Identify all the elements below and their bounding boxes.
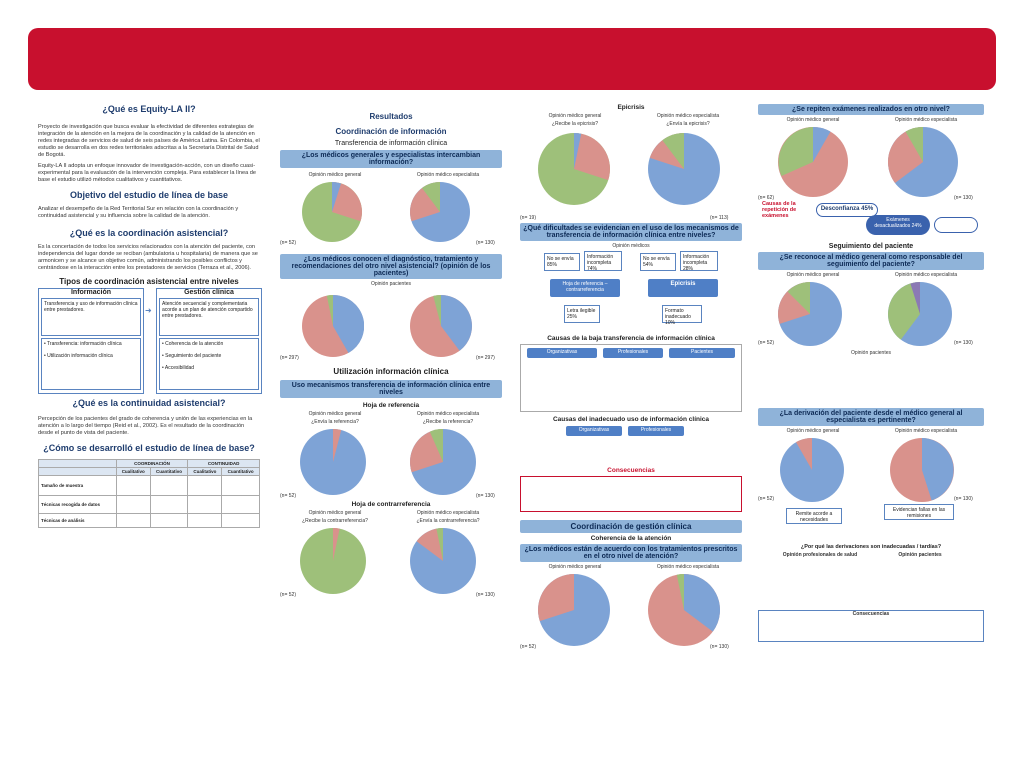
n-label: (n= 62): [758, 195, 774, 201]
table-header: COORDINACIÓN: [116, 460, 188, 468]
question-bar: ¿Qué dificultades se evidencian en el uso de los mecanismos de transferencia de información clínica entre niveles?: [520, 223, 742, 241]
n-label: (n= 52): [520, 644, 536, 650]
n-label: (n= 52): [758, 496, 774, 502]
subsection: Seguimiento del paciente: [828, 243, 914, 250]
pie-caption: Opinión médico general: [308, 510, 362, 516]
section-title: ¿Qué es la continuidad asistencial?: [72, 398, 226, 408]
pie-caption: Opinión médico general: [308, 172, 362, 178]
diagram-node: No se envía 54%: [640, 253, 676, 271]
info-bullet: • Transferencia: información clínica: [44, 341, 122, 347]
pie-chart: [888, 127, 958, 197]
consequences-title: Consecuencias: [852, 611, 890, 617]
table-row-label: Técnicas de análisis: [39, 514, 117, 528]
section-title: ¿Cómo se desarrolló el estudio de línea de base?: [43, 443, 255, 453]
pie-question: ¿Recibe la referencia?: [422, 419, 474, 425]
pie-caption: Opinión pacientes: [850, 350, 892, 356]
consequences-box: [758, 610, 984, 642]
question-bar: ¿Se reconoce al médico general como responsable del seguimiento del paciente?: [758, 252, 984, 270]
types-title: Tipos de coordinación asistencial entre niveles: [59, 277, 239, 286]
cloud-node: Exámenes desactualizados 24%: [866, 215, 930, 235]
results-title: Resultados: [369, 112, 413, 121]
pie-caption: Opinión médico general: [786, 117, 840, 123]
subsection: Epicrisis: [617, 104, 645, 111]
pie-chart: [648, 574, 720, 646]
paragraph: Es la concertación de todos los servicios relacionados con la atención del paciente, con independencia del lugar donde se reciban (ambulatoria u hospitalaria) de manera que se armonicen y se alcance un objetivo común, administrando los posibles conflictos y centrándose en la interacción entre los prestadores de servicios (Terraza et al., 2006).: [38, 244, 258, 271]
pie-caption: Opinión médicos: [612, 243, 650, 249]
cloud-node: [934, 217, 978, 233]
n-label: (n= 52): [280, 240, 296, 246]
causes-panel: [520, 344, 742, 412]
diagram-node: Remite acorde a necesidades: [786, 508, 842, 524]
table-row-label: Tamaño de muestra: [39, 476, 117, 496]
column-intro: [38, 104, 260, 528]
table-header: Cualitativo: [116, 468, 150, 476]
consequences-title: Consecuencias: [607, 467, 655, 474]
pie-group: [758, 270, 984, 350]
pie-chart: [888, 282, 952, 346]
column-difficulties: [520, 104, 742, 714]
pie-chart: [538, 574, 610, 646]
diagram-node: Letra ilegible 25%: [564, 305, 600, 323]
n-label: (n= 130): [476, 240, 495, 246]
question-bar: ¿Se repiten exámenes realizados en otro nivel?: [758, 104, 984, 115]
paragraph: Analizar el desempeño de la Red Territorial Sur en relación con la coordinación y continuidad asistencial y su influencia sobre la calidad de la atención.: [38, 206, 239, 219]
types-diagram: [38, 288, 260, 394]
pie-chart: [778, 127, 848, 197]
pie-caption: Opinión médico especialista: [416, 172, 480, 178]
question-bar: ¿Los médicos conocen el diagnóstico, tratamiento y recomendaciones del otro nivel asistencial? (opinión de los pacientes): [280, 254, 502, 279]
pie-question: ¿Envía la contrarreferencia?: [416, 518, 480, 524]
n-label: (n= 130): [476, 592, 495, 598]
transfer-title: Transferencia de información clínica: [334, 140, 448, 147]
pie-chart: [890, 438, 954, 502]
category-label: Profesionales: [628, 426, 684, 436]
pie-chart: [302, 295, 364, 357]
n-label: (n= 113): [710, 215, 729, 221]
consequences-box: [520, 476, 742, 512]
pie-chart: [300, 429, 366, 495]
n-label: (n= 130): [476, 493, 495, 499]
diagram-node: Hoja de referencia – contrarreferencia: [550, 279, 620, 297]
category-label: Organizativas: [527, 348, 597, 358]
paragraph: Percepción de los pacientes del grado de coherencia y unión de las experiencias en la atención a lo largo del tiempo (Reid et al., 2002). Es el resultado de la coordinación desde el punto de vista del paciente.: [38, 416, 253, 436]
pie-caption: Opinión médico especialista: [656, 113, 720, 119]
gest-bullet: • Coherencia de la atención: [162, 341, 224, 347]
table-header: CONTINUIDAD: [188, 460, 260, 468]
section-bar: Coordinación de gestión clínica: [520, 520, 742, 533]
pie-question: ¿Recibe la contrarreferencia?: [302, 518, 368, 524]
category-label: Organizativas: [566, 426, 622, 436]
causes-panel: [520, 423, 742, 467]
subsection: Hoja de contrarreferencia: [351, 501, 431, 508]
n-label: (n= 297): [280, 355, 299, 361]
coord-info-title: Coordinación de información: [335, 127, 447, 136]
reasons-header: Opinión profesionales de salud: [782, 552, 858, 558]
gest-desc: Atención secuencial y complementaria acorde a un plan de atención compartido entre prestadores.: [159, 298, 259, 336]
table-row-label: Técnicas recogida de datos: [39, 496, 117, 514]
pie-chart: [648, 133, 720, 205]
pie-caption: Opinión médico especialista: [656, 564, 720, 570]
pie-question: ¿Envía la epicrisis?: [666, 121, 710, 127]
pie-caption: Opinión pacientes: [370, 281, 412, 287]
diagram-node: Epicrisis: [648, 279, 718, 297]
paragraph: Proyecto de investigación que busca evaluar la efectividad de diferentes estrategias de integración de la atención en la mejora de la coordinación y la calidad de la atención en redes integradas de servicios de salud de seis países de América Latina. En Colombia, el estudio se desarrolla en dos redes territoriales adscritas a la Secretaría Distrital de Salud de Bogotá.: [38, 124, 260, 158]
causes-label: Causas de la repetición de exámenes: [762, 201, 797, 219]
question-bar: ¿Los médicos generales y especialistas intercambian información?: [280, 150, 502, 168]
pie-caption: Opinión médico especialista: [416, 411, 480, 417]
pie-chart: [538, 133, 610, 205]
gest-panel: [156, 288, 262, 394]
reasons-header: Opinión pacientes: [898, 552, 942, 558]
util-title: Utilización información clínica: [333, 367, 449, 376]
subsection: Coherencia de la atención: [590, 535, 672, 542]
n-label: (n= 52): [280, 592, 296, 598]
pie-caption: Opinión médico especialista: [894, 428, 958, 434]
question-bar: Uso mecanismos transferencia de información clínica entre niveles: [280, 380, 502, 398]
reasons-panel: [758, 550, 984, 610]
diagram-node: Evidencian fallas en las remisiones: [884, 504, 954, 520]
methods-table: [38, 459, 260, 528]
info-panel: [38, 288, 144, 394]
pie-chart: [302, 182, 362, 242]
pie-group: [520, 562, 742, 652]
pie-group: [280, 287, 502, 365]
pie-chart: [778, 282, 842, 346]
subsection: Causas del inadecuado uso de información clínica: [552, 416, 710, 423]
pie-caption: Opinión médico general: [548, 113, 602, 119]
pie-group: [280, 508, 502, 600]
diagram-node: Información incompleta 28%: [680, 251, 718, 271]
difficulty-diagram: [520, 249, 742, 335]
table-header: Cuantitativo: [222, 468, 260, 476]
pie-question: ¿Recibe la epicrisis?: [551, 121, 599, 127]
table-header: Cualitativo: [188, 468, 222, 476]
pie-caption: Opinión médico general: [548, 564, 602, 570]
n-label: (n= 130): [710, 644, 729, 650]
gest-title: Gestión clínica: [184, 289, 234, 296]
section-title: ¿Qué es Equity-LA II?: [102, 104, 196, 114]
gest-bullet: • Accesibilidad: [162, 365, 195, 371]
pie-question: ¿Envía la referencia?: [311, 419, 359, 425]
pie-chart: [410, 528, 476, 594]
n-label: (n= 297): [476, 355, 495, 361]
cloud-node: Desconfianza 45%: [816, 203, 878, 217]
gest-bullets: [159, 338, 259, 390]
section-title: Objetivo del estudio de línea de base: [69, 190, 229, 200]
arrow-icon: ➜: [145, 306, 152, 315]
pie-caption: Opinión médico general: [308, 411, 362, 417]
pie-caption: Opinión médico general: [786, 272, 840, 278]
diagram-node: No se envía 85%: [544, 253, 580, 271]
n-label: (n= 130): [954, 340, 973, 346]
n-label: (n= 130): [954, 496, 973, 502]
pie-chart: [410, 429, 476, 495]
subsection: Hoja de referencia: [362, 402, 420, 409]
pie-chart: [410, 295, 472, 357]
pie-group: [758, 426, 984, 536]
paragraph: Equity-LA II adopta un enfoque innovador de investigación-acción, con un diseño cuasi-experimental para la evaluación de la intervención compleja. Para establecer la línea de base el estudio utilizó métodos cualitativos y cuantitativos.: [38, 163, 256, 183]
gest-bullet: • Seguimiento del paciente: [162, 353, 222, 359]
pie-caption: Opinión médico especialista: [894, 272, 958, 278]
pie-group: [280, 409, 502, 499]
category-label: Pacientes: [669, 348, 735, 358]
info-bullets: [41, 338, 141, 390]
n-label: (n= 52): [280, 493, 296, 499]
pie-group: [280, 168, 502, 252]
subsection: ¿Por qué las derivaciones son inadecuadas / tardías?: [800, 544, 942, 550]
causes-diagram: [758, 201, 984, 243]
question-bar: ¿Los médicos están de acuerdo con los tratamientos prescritos en el otro nivel de atención?: [520, 544, 742, 562]
pie-chart: [300, 528, 366, 594]
section-title: ¿Qué es la coordinación asistencial?: [69, 228, 229, 238]
n-label: (n= 19): [520, 215, 536, 221]
pie-group: [758, 115, 984, 201]
column-followup: [758, 104, 984, 714]
info-bullet: • Utilización información clínica: [44, 353, 113, 359]
table-header: Cuantitativo: [150, 468, 188, 476]
pie-chart: [780, 438, 844, 502]
n-label: (n= 52): [758, 340, 774, 346]
info-title: Información: [39, 289, 143, 296]
pie-chart: [410, 182, 470, 242]
category-label: Profesionales: [603, 348, 663, 358]
diagram-node: Información incompleta 74%: [584, 251, 622, 271]
diagram-node: Formato inadecuado 10%: [662, 305, 702, 323]
question-bar: ¿La derivación del paciente desde el médico general al especialista es pertinente?: [758, 408, 984, 426]
n-label: (n= 130): [954, 195, 973, 201]
pie-group: [520, 111, 742, 223]
pie-caption: Opinión médico especialista: [894, 117, 958, 123]
subsection: Causas de la baja transferencia de información clínica: [547, 335, 715, 342]
info-desc: Transferencia y uso de información clínica entre prestadores.: [41, 298, 141, 336]
pie-caption: Opinión médico especialista: [416, 510, 480, 516]
patient-diagram: [758, 356, 984, 408]
column-results: [280, 104, 502, 704]
header-banner: [28, 28, 996, 90]
pie-caption: Opinión médico general: [786, 428, 840, 434]
